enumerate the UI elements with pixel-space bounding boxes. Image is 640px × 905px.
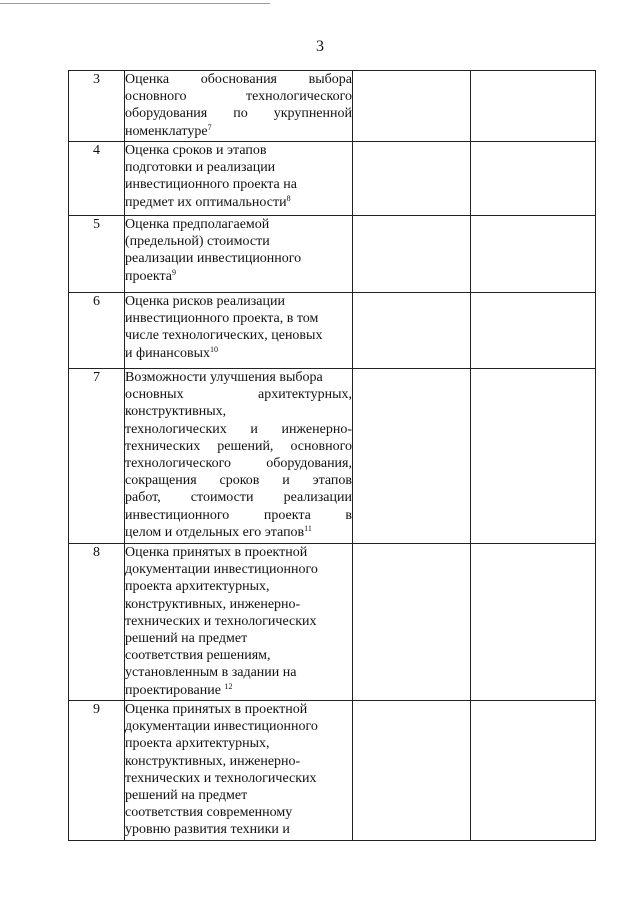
description-line bbox=[125, 438, 352, 455]
empty-cell bbox=[471, 701, 596, 841]
row-description bbox=[125, 71, 353, 142]
empty-cell bbox=[353, 701, 471, 841]
empty-cell bbox=[471, 293, 596, 369]
description-line bbox=[125, 176, 352, 193]
table-row bbox=[69, 71, 596, 142]
description-text: Оценка сроков и этапов bbox=[125, 143, 267, 158]
description-text: конструктивных, инженерно- bbox=[125, 596, 301, 612]
description-line bbox=[125, 159, 352, 176]
description-line bbox=[125, 647, 352, 664]
row-number: 6 bbox=[69, 293, 125, 369]
empty-cell bbox=[353, 71, 471, 142]
table-body bbox=[69, 71, 596, 841]
description-line bbox=[125, 770, 352, 787]
empty-cell bbox=[471, 142, 596, 216]
row-number: 5 bbox=[69, 216, 125, 293]
empty-cell bbox=[471, 71, 596, 142]
description-text: Возможности улучшения выбора bbox=[125, 370, 323, 385]
description-line bbox=[125, 524, 352, 541]
description-text: проекта bbox=[125, 268, 172, 284]
description-text: технических и технологических bbox=[125, 613, 317, 629]
assessment-table bbox=[68, 70, 596, 841]
description-line bbox=[125, 386, 352, 403]
description-text: основных архитектурных, bbox=[125, 387, 352, 403]
page-number: 3 bbox=[316, 38, 324, 55]
description-line bbox=[125, 268, 352, 285]
description-text: инвестиционного проекта на bbox=[125, 177, 297, 193]
description-text: предмет их оптимальности bbox=[125, 194, 287, 210]
description-line bbox=[125, 664, 352, 681]
empty-cell bbox=[353, 369, 471, 544]
footnote-marker: 8 bbox=[286, 193, 291, 203]
description-text: Оценка обоснования выбора bbox=[125, 72, 352, 87]
empty-cell bbox=[471, 216, 596, 293]
description-text: Оценка предполагаемой bbox=[125, 217, 270, 232]
empty-cell bbox=[471, 544, 596, 701]
description-text: проекта архитектурных, bbox=[125, 736, 270, 752]
row-description bbox=[125, 293, 353, 369]
description-text: документации инвестиционного bbox=[125, 562, 318, 578]
row-number: 8 bbox=[69, 544, 125, 701]
description-line bbox=[125, 753, 352, 770]
empty-cell bbox=[353, 142, 471, 216]
description-text: реализации инвестиционного bbox=[125, 251, 302, 267]
description-line bbox=[125, 327, 352, 344]
description-line bbox=[125, 682, 352, 699]
row-number: 9 bbox=[69, 701, 125, 841]
description-line bbox=[125, 105, 352, 122]
table-row bbox=[69, 142, 596, 216]
row-number: 7 bbox=[69, 369, 125, 544]
description-text: целом и отдельных его этапов bbox=[125, 524, 305, 540]
description-text: подготовки и реализации bbox=[125, 160, 276, 176]
row-description bbox=[125, 369, 353, 544]
description-line bbox=[125, 472, 352, 489]
row-number: 4 bbox=[69, 142, 125, 216]
description-text: номенклатуре bbox=[125, 123, 208, 139]
empty-cell bbox=[353, 216, 471, 293]
row-description bbox=[125, 142, 353, 216]
description-text: решений на предмет bbox=[125, 788, 248, 804]
description-text: работ, стоимости реализации bbox=[125, 490, 352, 506]
description-line bbox=[125, 403, 352, 420]
description-text: основного технологического bbox=[125, 89, 352, 105]
description-line bbox=[125, 578, 352, 595]
description-line bbox=[125, 735, 352, 752]
description-text: соответствия современному bbox=[125, 805, 293, 821]
description-line bbox=[125, 421, 352, 438]
description-text: Оценка принятых в проектной bbox=[125, 545, 308, 560]
description-text: Оценка принятых в проектной bbox=[125, 702, 308, 717]
description-text: числе технологических, ценовых bbox=[125, 328, 323, 344]
description-line bbox=[125, 630, 352, 647]
description-text: технологических и инженерно- bbox=[125, 421, 352, 437]
empty-cell bbox=[471, 369, 596, 544]
description-line bbox=[125, 142, 352, 159]
description-line bbox=[125, 455, 352, 472]
row-description bbox=[125, 701, 353, 841]
description-text: инвестиционного проекта в bbox=[125, 507, 352, 523]
description-text: решений на предмет bbox=[125, 631, 248, 647]
description-text: проектирование bbox=[125, 682, 225, 698]
description-line bbox=[125, 821, 352, 838]
description-text: установленным в задании на bbox=[125, 665, 297, 681]
description-line bbox=[125, 701, 352, 718]
description-line bbox=[125, 507, 352, 524]
empty-cell bbox=[353, 544, 471, 701]
description-text: проекта архитектурных, bbox=[125, 579, 270, 595]
description-line bbox=[125, 544, 352, 561]
description-line bbox=[125, 596, 352, 613]
table-row bbox=[69, 293, 596, 369]
description-text: Оценка рисков реализации bbox=[125, 294, 285, 309]
table-row bbox=[69, 544, 596, 701]
table-row bbox=[69, 216, 596, 293]
description-line bbox=[125, 71, 352, 88]
description-text: конструктивных, bbox=[125, 404, 227, 420]
row-description bbox=[125, 216, 353, 293]
footnote-marker: 9 bbox=[172, 267, 176, 277]
footnote-marker: 7 bbox=[207, 122, 212, 132]
description-text: (предельной) стоимости bbox=[125, 234, 270, 250]
description-text: и финансовых bbox=[125, 345, 210, 361]
description-text: технических и технологических bbox=[125, 770, 317, 786]
row-number: 3 bbox=[69, 71, 125, 142]
description-line bbox=[125, 216, 352, 233]
description-text: сокращения сроков и этапов bbox=[125, 473, 352, 489]
scan-edge-line bbox=[0, 3, 270, 4]
description-line bbox=[125, 804, 352, 821]
description-text: соответствия решениям, bbox=[125, 648, 271, 664]
table-row bbox=[69, 701, 596, 841]
description-text: технологического оборудования, bbox=[125, 456, 352, 472]
description-text: конструктивных, инженерно- bbox=[125, 753, 301, 769]
description-text: инвестиционного проекта, в том bbox=[125, 311, 319, 327]
description-text: оборудования по укрупненной bbox=[125, 106, 352, 122]
description-text: уровню развития техники и bbox=[125, 822, 290, 838]
description-text: документации инвестиционного bbox=[125, 719, 318, 735]
empty-cell bbox=[353, 293, 471, 369]
description-text: технических решений, основного bbox=[125, 438, 352, 454]
footnote-marker: 12 bbox=[224, 681, 233, 691]
row-description bbox=[125, 544, 353, 701]
footnote-marker: 10 bbox=[209, 344, 218, 354]
footnote-marker: 11 bbox=[304, 523, 312, 533]
description-line bbox=[125, 293, 352, 310]
description-line bbox=[125, 787, 352, 804]
description-line bbox=[125, 613, 352, 630]
table-row bbox=[69, 369, 596, 544]
description-line bbox=[125, 561, 352, 578]
description-line bbox=[125, 718, 352, 735]
description-line bbox=[125, 369, 352, 386]
description-line bbox=[125, 250, 352, 267]
description-line bbox=[125, 233, 352, 250]
description-line bbox=[125, 194, 352, 211]
description-line bbox=[125, 123, 352, 140]
description-line bbox=[125, 310, 352, 327]
description-line bbox=[125, 88, 352, 105]
description-line bbox=[125, 489, 352, 506]
description-line bbox=[125, 345, 352, 362]
